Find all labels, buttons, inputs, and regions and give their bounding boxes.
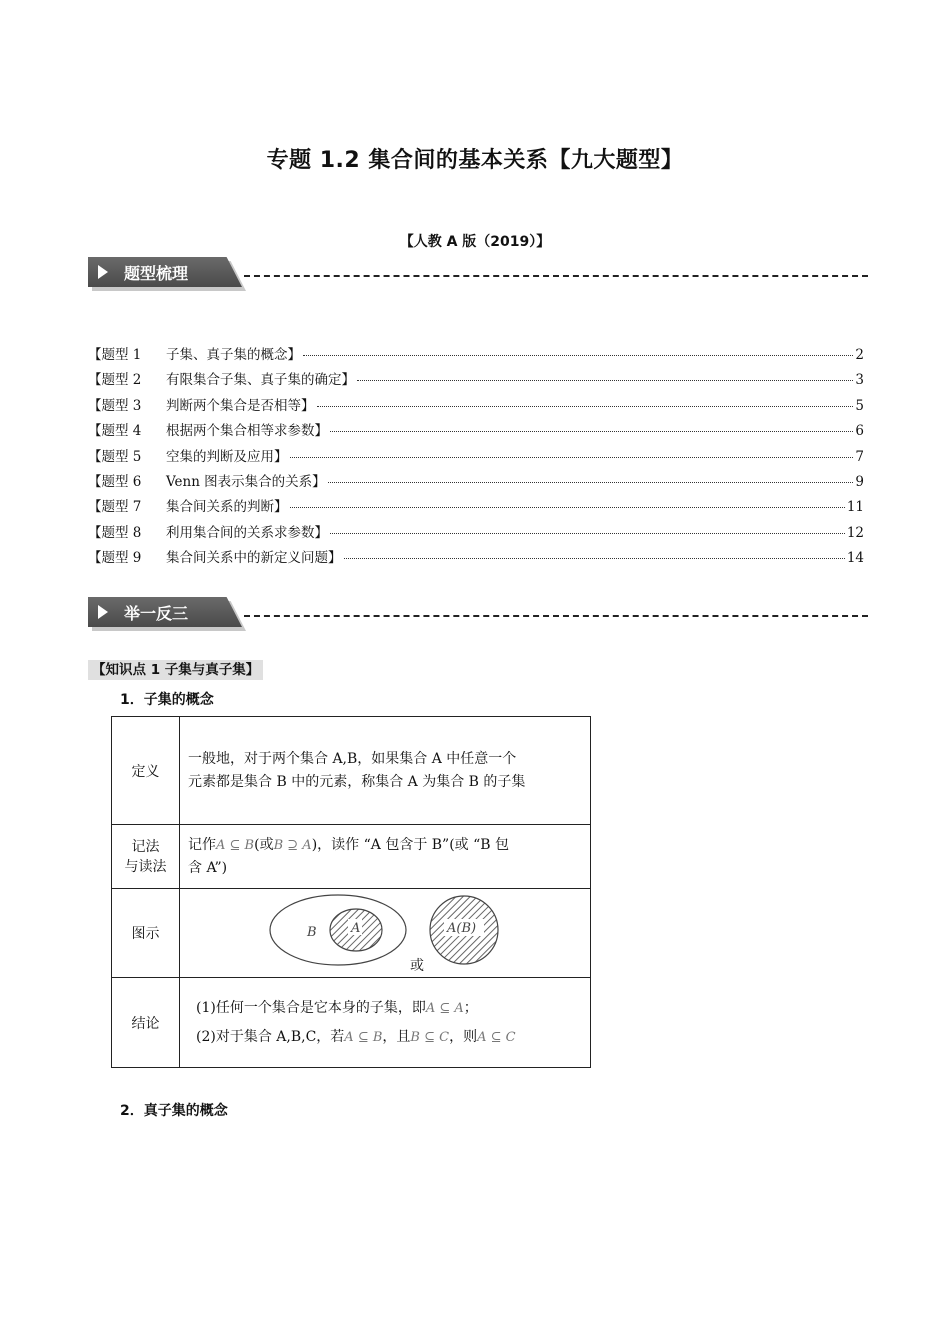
toc-entry[interactable] <box>88 495 864 520</box>
table-row <box>112 825 591 889</box>
notation-part: (或 <box>254 836 274 853</box>
subset-heading: 1．子集的概念 <box>120 692 214 708</box>
toc-entry[interactable] <box>88 521 864 546</box>
section-label: 题型梳理 <box>124 264 189 283</box>
toc-entry[interactable] <box>88 419 864 444</box>
toc-leader <box>290 507 845 508</box>
toc-page: 7 <box>855 448 864 465</box>
proper-subset-heading: 2．真子集的概念 <box>120 1103 228 1119</box>
page-title: 专题 1.2 集合间的基本关系【九大题型】 <box>266 148 684 173</box>
table-row <box>112 889 591 978</box>
toc-leader <box>330 533 845 534</box>
toc-entry[interactable] <box>88 368 864 393</box>
row-key-line: 记法 <box>131 838 160 855</box>
math-expression: B ⊇ A <box>273 837 312 853</box>
math-expression: A ⊆ B <box>216 837 255 853</box>
math-expression: A ⊆ A <box>425 1000 464 1016</box>
table-row <box>112 978 591 1068</box>
notation-part: 记作 <box>188 836 216 853</box>
toc-text: 根据两个集合相等求参数】 <box>166 423 328 440</box>
toc-entry[interactable] <box>88 470 864 495</box>
toc-page: 3 <box>855 372 864 389</box>
play-triangle-icon <box>98 265 108 279</box>
toc-number: 【题型 6 <box>88 473 142 490</box>
toc-number: 【题型 3 <box>88 397 142 414</box>
conclusion-part: ，且 <box>382 1028 411 1045</box>
row-key: 图示 <box>112 889 180 978</box>
notation-part: )，读作 “A 包含于 B”(或 “B 包 <box>311 836 510 853</box>
table-row <box>112 717 591 825</box>
toc-leader <box>330 431 853 432</box>
toc-page: 6 <box>855 423 864 440</box>
toc-text: 空集的判断及应用】 <box>166 448 288 465</box>
toc-page: 14 <box>846 550 864 567</box>
toc-number: 【题型 1 <box>88 347 142 363</box>
toc-leader <box>303 355 853 356</box>
definition-line: 一般地，对于两个集合 A,B，如果集合 A 中任意一个 <box>188 750 517 767</box>
conclusion-part: ； <box>463 999 478 1016</box>
toc-text: 子集、真子集的概念】 <box>166 347 301 363</box>
notation-text <box>180 825 591 889</box>
toc-text: Venn 图表示集合的关系】 <box>166 473 326 490</box>
toc-page: 5 <box>855 397 864 414</box>
toc-text: 集合间关系中的新定义问题】 <box>166 550 342 567</box>
row-key: 结论 <box>112 978 180 1068</box>
row-key: 定义 <box>112 717 180 825</box>
equal-set-label: A(B) <box>447 921 477 936</box>
math-expression: B ⊆ C <box>410 1029 450 1045</box>
conclusion-text <box>180 978 591 1068</box>
math-expression: A ⊆ B <box>344 1029 383 1045</box>
row-key-line: 与读法 <box>124 858 167 875</box>
toc-leader <box>357 380 853 381</box>
conclusion-part: ，则 <box>449 1028 478 1045</box>
row-key <box>112 825 180 889</box>
toc-page: 12 <box>846 524 864 541</box>
toc-leader <box>290 457 854 458</box>
toc-number: 【题型 8 <box>88 524 142 541</box>
toc-entry[interactable] <box>88 546 864 571</box>
toc-number: 【题型 7 <box>88 499 142 516</box>
definition-line: 元素都是集合 B 中的元素，称集合 A 为集合 B 的子集 <box>188 773 526 790</box>
section-header-examples <box>88 597 868 631</box>
toc-leader <box>317 406 854 407</box>
toc-page: 9 <box>855 473 864 490</box>
table-of-contents <box>88 343 864 572</box>
toc-text: 有限集合子集、真子集的确定】 <box>166 372 355 389</box>
conclusion-part: (1)任何一个集合是它本身的子集，即 <box>196 999 426 1016</box>
math-expression: A ⊆ C <box>477 1029 516 1045</box>
toc-leader <box>344 558 845 559</box>
toc-number: 【题型 4 <box>88 423 142 440</box>
or-label: 或 <box>410 958 424 974</box>
inner-set-label: A <box>351 921 361 936</box>
venn-diagram <box>180 889 590 977</box>
notation-line: 含 A”) <box>188 859 228 876</box>
venn-cell <box>180 889 591 978</box>
toc-number: 【题型 2 <box>88 372 142 389</box>
conclusion-part: (2)对于集合 A,B,C，若 <box>196 1028 345 1045</box>
toc-entry[interactable] <box>88 394 864 419</box>
toc-text: 判断两个集合是否相等】 <box>166 397 315 414</box>
section-label: 举一反三 <box>124 604 189 623</box>
dash-divider <box>244 615 868 617</box>
knowledge-point-heading: 【知识点 1 子集与真子集】 <box>88 660 263 680</box>
toc-text: 利用集合间的关系求参数】 <box>166 524 328 541</box>
dash-divider <box>244 275 868 277</box>
toc-text: 集合间关系的判断】 <box>166 499 288 516</box>
subset-definition-table <box>111 716 591 1068</box>
definition-text <box>180 717 591 825</box>
toc-leader <box>328 482 854 483</box>
outer-set-label: B <box>307 925 317 940</box>
toc-page: 2 <box>855 347 864 363</box>
toc-page: 11 <box>846 499 864 516</box>
play-triangle-icon <box>98 605 108 619</box>
section-header-question-types <box>88 257 868 291</box>
toc-number: 【题型 9 <box>88 550 142 567</box>
toc-entry[interactable] <box>88 343 864 368</box>
toc-number: 【题型 5 <box>88 448 142 465</box>
toc-entry[interactable] <box>88 445 864 470</box>
edition-subtitle: 【人教 A 版（2019）】 <box>399 234 551 250</box>
